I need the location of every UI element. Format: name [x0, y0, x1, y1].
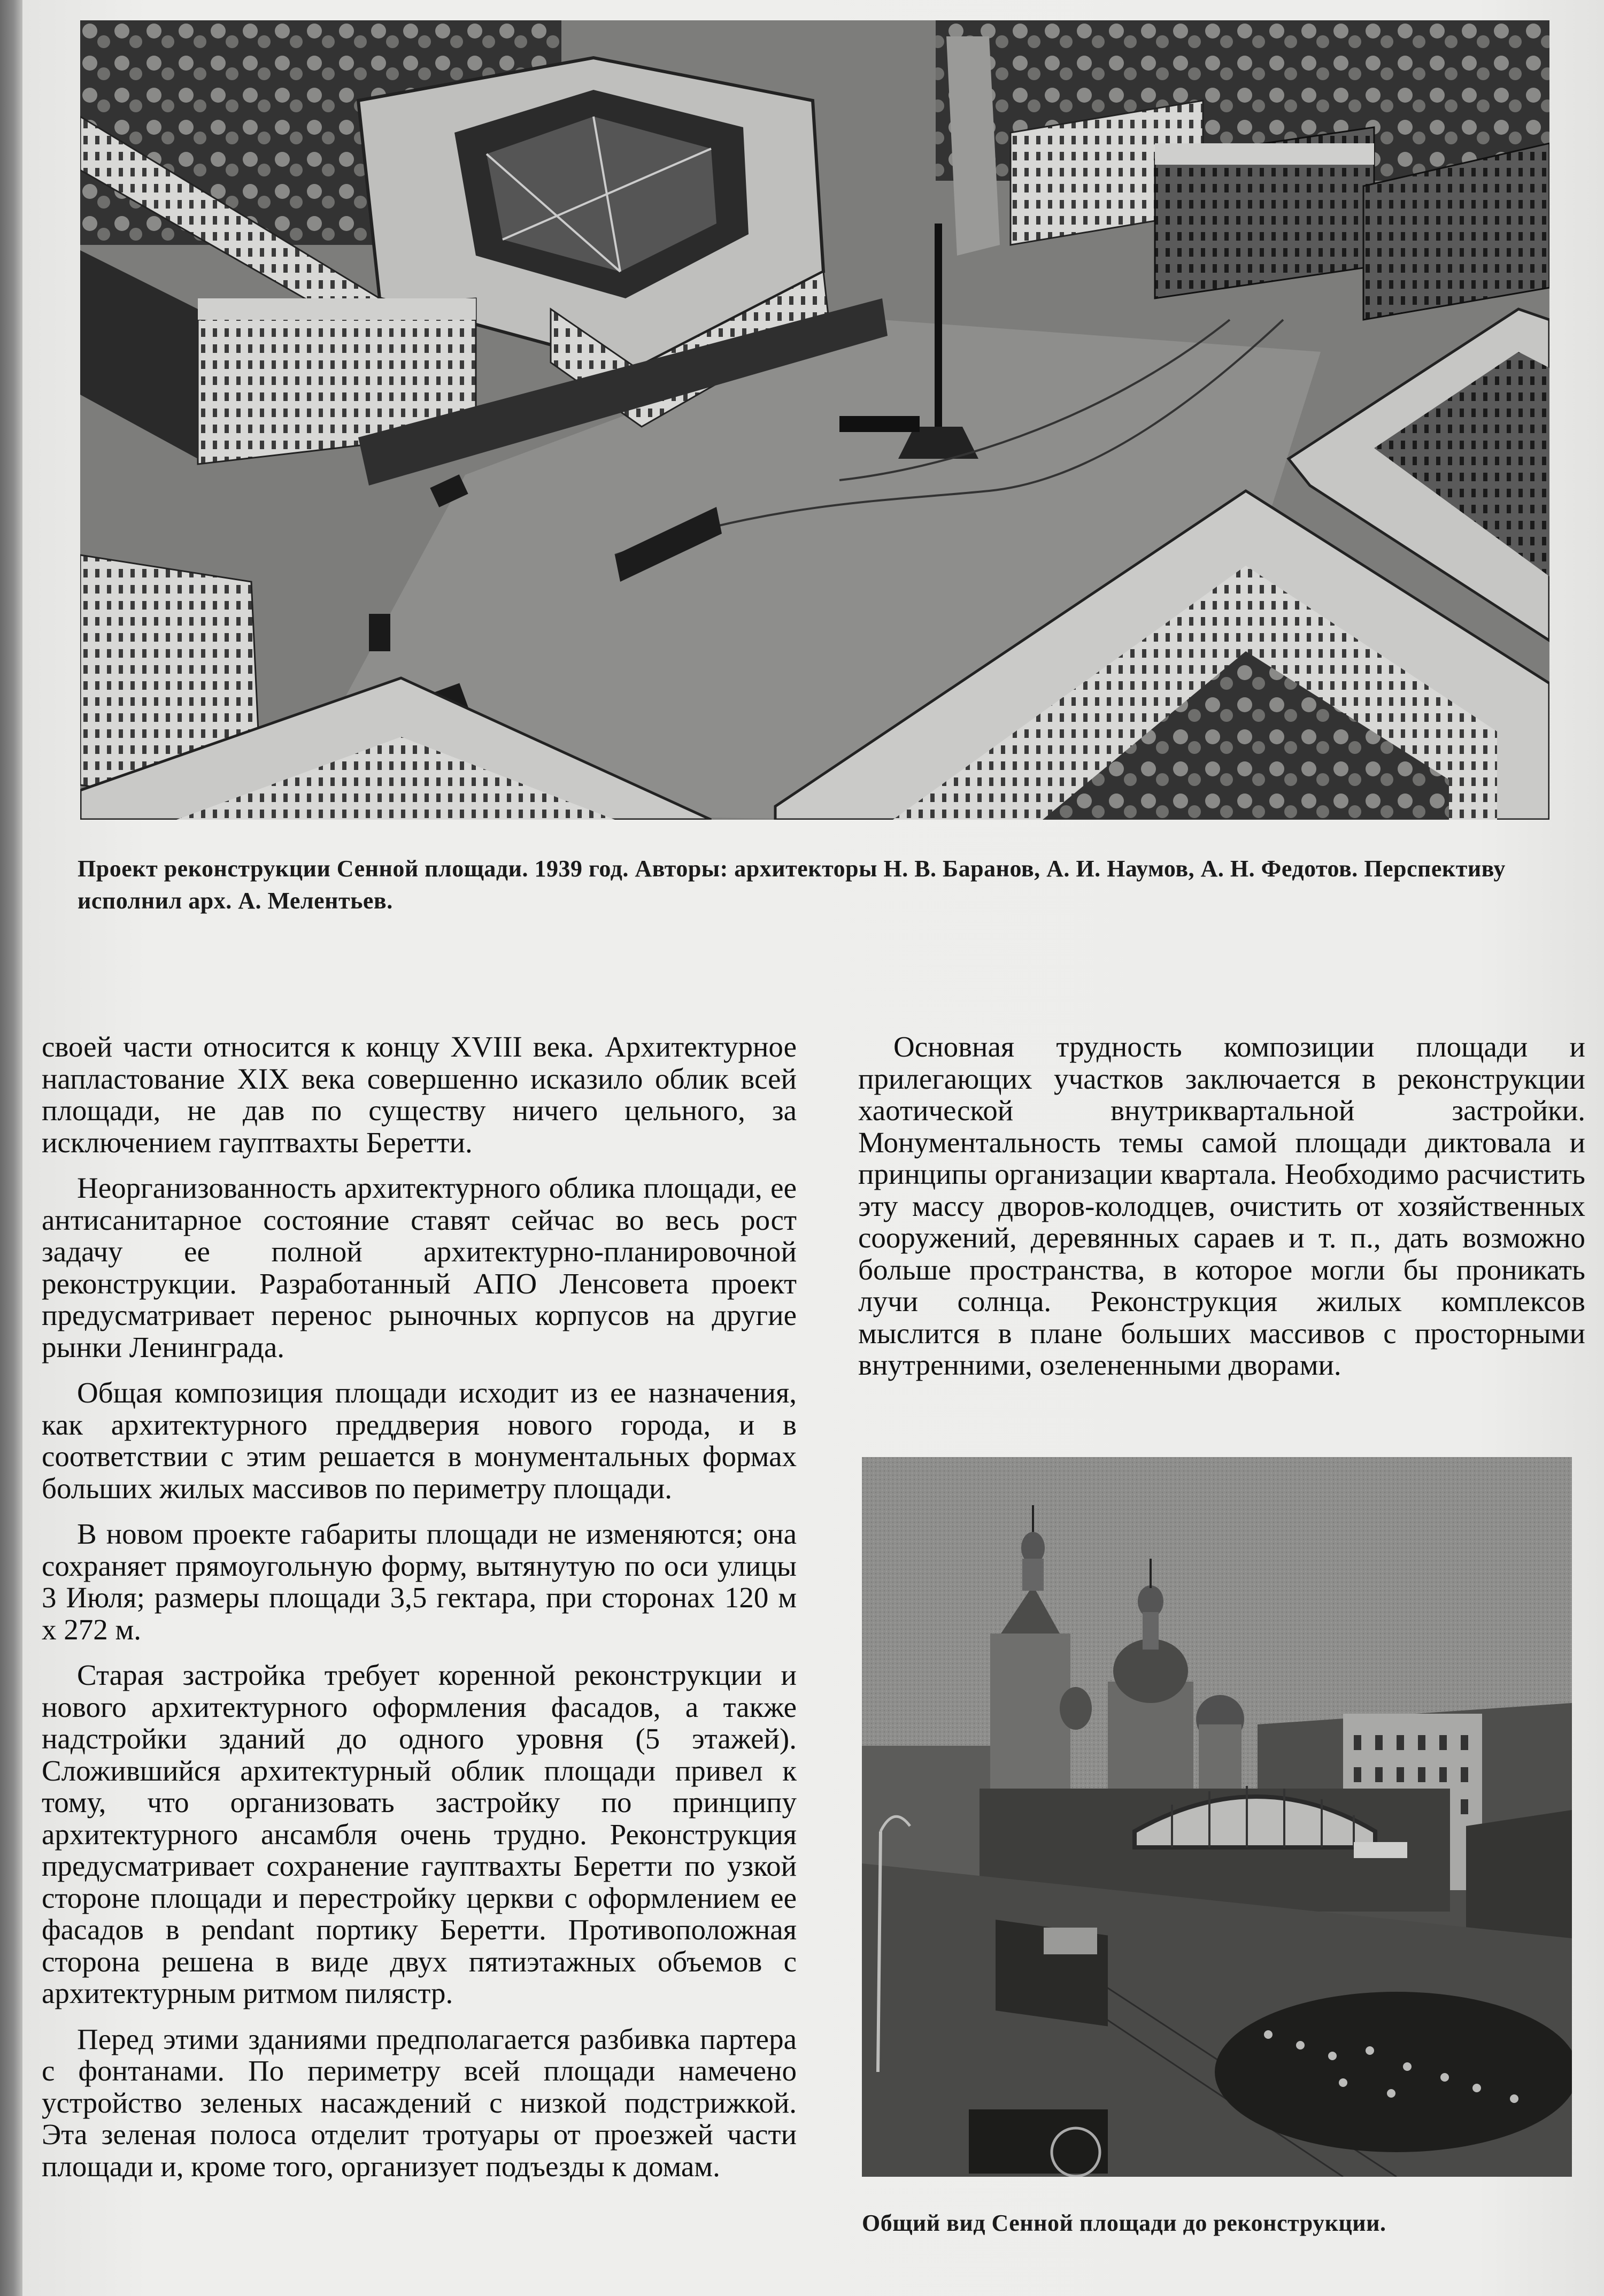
paragraph: Общая композиция площади исходит из ее назначения, как архитектурного преддверия нового города, и в соответствии с этим решается в монументальных формах больших жилых массивов по периметру площади.	[42, 1376, 797, 1505]
paragraph: Старая застройка требует коренной реконструкции и нового архитектурного оформления фасадов, а также надстройки зданий до одного уровня (5 этажей). Сложившийся архитектурный облик площади привел к тому, что организовать застройку по принципу архитектурного ансамбля очень трудно. Реконструкция предусматривает сохранение гауптвахты Беретти по узкой стороне площади и перестройку церкви с оформлением ее фасадов в pendant портику Беретти. Противоположная сторона решена в виде двух пятиэтажных объемов с архитектурным ритмом пилястр.	[42, 1659, 797, 2009]
right-text-column	[858, 1031, 1585, 1395]
sennaya-square-photo	[862, 1457, 1572, 2177]
market-and-church-photograph	[862, 1457, 1572, 2177]
paragraph: В новом проекте габариты площади не изменяются; она сохраняет прямоугольную форму, вытянутую по оси улицы 3 Июля; размеры площади 3,5 гектара, при сторонах 120 м х 272 м.	[42, 1517, 797, 1646]
paragraph: своей части относится к концу XVIII века. Архитектурное напластование XIX века совершенно исказило облик всей площади, не дав по существу ничего цельного, за исключением гауптвахты Беретти.	[42, 1030, 797, 1159]
paragraph: Основная трудность композиции площади и прилегающих участков заключается в реконструкции хаотической внутриквартальной застройки. Монументальность темы самой площади диктовала и принципы организации квартала. Необходимо расчистить эту массу дворов-колодцев, очистить от хозяйственных сооружений, деревянных сараев и т. п., дать возможно больше пространства, в которое могли бы проникать лучи солнца. Реконструкция жилых комплексов мыслится в плане больших массивов с просторными внутренними, озелененными дворами.	[858, 1030, 1585, 1381]
top-figure-caption: Проект реконструкции Сенной площади. 1939 год. Авторы: архитекторы Н. В. Баранов, А. И. Наумов, А. Н. Федотов. Перспективу исполнил арх. А. Мелентьев.	[78, 856, 1506, 914]
photo-caption: Общий вид Сенной площади до реконструкции.	[862, 2210, 1386, 2236]
paragraph: Перед этими зданиями предполагается разбивка партера с фонтанами. По периметру всей площади намечено устройство зеленых насаждений с низкой подстрижкой. Эта зеленая полоса отделит тротуары от проезжей части площади и, кроме того, организует подъезды к домам.	[42, 2022, 797, 2183]
binding-gutter	[0, 0, 22, 2296]
left-text-column	[42, 1031, 797, 2196]
reconstruction-perspective-drawing	[80, 20, 1549, 820]
aerial-square-illustration	[80, 20, 1549, 820]
paragraph: Неорганизованность архитектурного облика площади, ее антисанитарное состояние ставят сейчас во весь рост задачу ее полной архитектурно-планировочной реконструкции. Разработанный АПО Ленсовета проект предусматривает перенос рыночных корпусов на другие рынки Ленинграда.	[42, 1172, 797, 1363]
